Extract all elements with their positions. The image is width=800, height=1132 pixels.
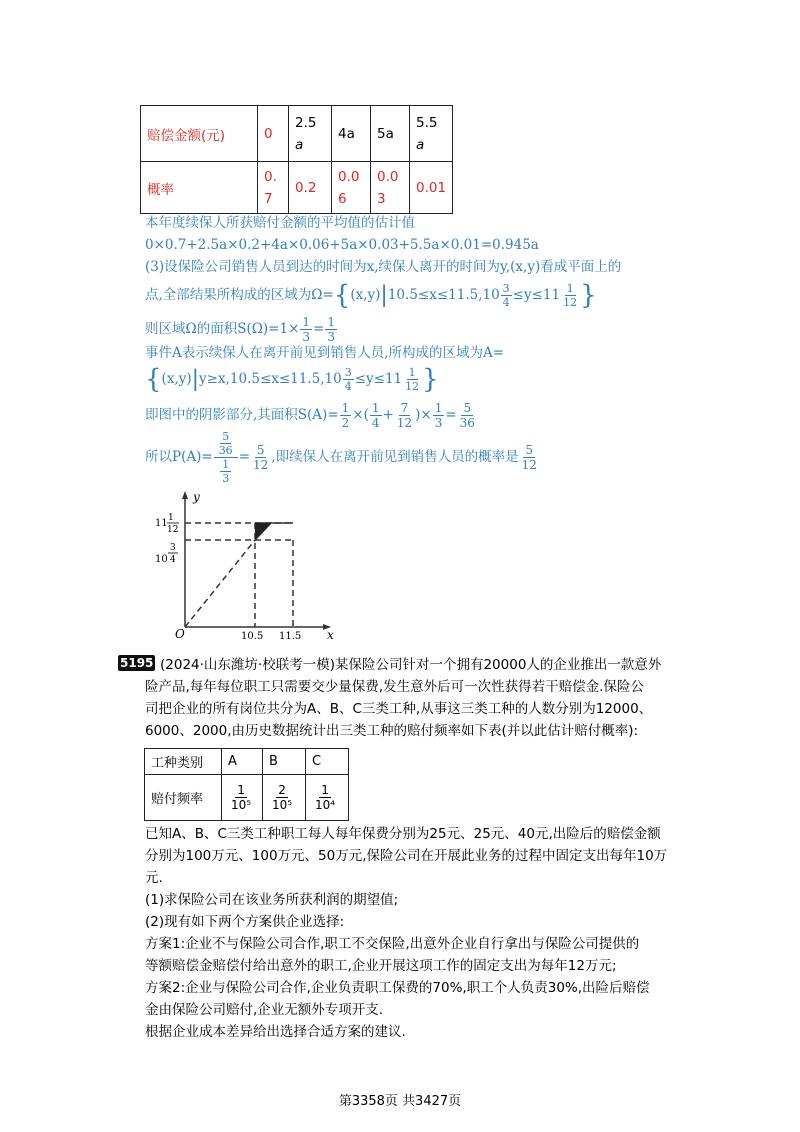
question-2: (2)现有如下两个方案供企业选择:: [145, 914, 345, 930]
table-header-cell: B: [263, 749, 306, 775]
y-tick-num: 1: [168, 513, 174, 523]
y-tick-num: 3: [170, 543, 176, 553]
region-figure: [145, 487, 345, 642]
problem-line-1: (2024·山东潍坊·校联考一模)某保险公司针对一个拥有20000人的企业推出一款意外: [160, 657, 662, 673]
problem-line-2: 险产品,每年每位职工只需要交少量保费,发生意外后可一次性获得若干赔偿金.保险公: [145, 679, 644, 695]
y-tick-den: 4: [170, 555, 176, 565]
y-tick-label: 10: [155, 554, 168, 565]
scheme-1-line-1: 方案1:企业不与保险公司合作,职工不交保险,出意外企业自行拿出与保险公司提供的: [145, 936, 640, 952]
solution-line-5: 则区域Ω的面积S(Ω)=1× $\frac{1}{3}$ = $\frac{1}{3}$: [145, 315, 335, 344]
solution-line-7: {(x,y)|y≥x,10.5≤x≤11.5,10 $\frac{3}{4}$ ≤y≤11 $\frac{1}{12}$ }: [145, 364, 439, 395]
problem-line-5: 已知A、B、C三类工种职工每人每年保费分别为25元、25元、40元,出险后的赔偿金额: [145, 826, 661, 842]
solution-line-6: 事件A表示续保人在离开前见到销售人员,所构成的区域为A=: [145, 345, 505, 361]
table-header-cell: C: [306, 749, 349, 775]
problem-line-7: 元.: [145, 870, 163, 886]
scheme-2-line-1: 方案2:企业与保险公司合作,企业负责职工保费的70%,职工个人负责30%,出险后赔偿: [145, 980, 650, 996]
y-tick-label: 11: [155, 518, 168, 529]
solution-line-4: 点,全部结果所构成的区域为Ω={(x,y)|10.5≤x≤11.5,10 $\frac{3}{4}$ ≤y≤11 $\frac{1}{12}$ }: [145, 280, 597, 311]
x-axis-label: x: [327, 628, 334, 642]
table-cell: 4a: [332, 106, 371, 162]
table-cell: $\frac{1}{\text{10⁴}}$: [306, 775, 349, 821]
table-header-cell: 工种类别: [145, 749, 222, 775]
table-cell: $\frac{1}{\text{10⁵}}$: [222, 775, 263, 821]
y-axis-label: y: [193, 490, 200, 504]
table-cell: 0. 7: [258, 162, 289, 214]
table-cell: 0.0 3: [371, 162, 410, 214]
table-cell: 0: [258, 106, 289, 162]
table-header-cell: A: [222, 749, 263, 775]
table-cell: 0.0 6: [332, 162, 371, 214]
table-cell: 5a: [371, 106, 410, 162]
table-cell: 0.2: [289, 162, 332, 214]
table-cell: 0.01: [410, 162, 453, 214]
x-tick-label: 10.5: [241, 631, 264, 642]
solution-line-2: 0×0.7+2.5a×0.2+4a×0.06+5a×0.03+5.5a×0.01=0.945a: [145, 237, 539, 253]
problem-line-6: 分别为100万元、100万元、50万元,保险公司在开展此业务的过程中固定支出每年10万: [145, 848, 668, 864]
question-1: (1)求保险公司在该业务所获利润的期望值;: [145, 892, 399, 908]
solution-line-1: 本年度续保人所获赔付金额的平均值的估计值: [145, 215, 415, 231]
claim-frequency-table: [144, 748, 349, 821]
solution-line-9: 所以P(A)= $\frac{\frac{5}{36}}{\frac{1}{3}}$ = $\frac{5}{12}$ ,即续保人在离开前见到销售人员的概率是 $\frac{5}{12}$: [145, 430, 537, 485]
payout-probability-table: [140, 105, 453, 214]
table-cell: 赔偿金额(元): [141, 106, 258, 162]
table-cell: 概率: [141, 162, 258, 214]
table-cell: 2.5 a: [289, 106, 332, 162]
page-footer: 第3358页 共3427页: [338, 1094, 462, 1109]
origin-label: O: [175, 627, 185, 641]
table-row-label: 赔付频率: [145, 775, 222, 821]
problem-number-badge: 5195: [120, 656, 154, 670]
diagonal-dashed: [185, 540, 255, 627]
y-tick-den: 12: [167, 525, 179, 535]
scheme-1-line-2: 等额赔偿金赔偿付给出意外的职工,企业开展这项工作的固定支出为每年12万元;: [145, 958, 617, 974]
solution-line-8: 即图中的阴影部分,其面积S(A)= $\frac{1}{2}$ ×( $\frac{1}{4}$ + $\frac{7}{12}$ )× $\frac{1}{3}$ = $\frac{5}{36}$: [145, 401, 475, 430]
table-cell: 5.5 a: [410, 106, 453, 162]
scheme-2-line-2: 金由保险公司赔付,企业无额外专项开支.: [145, 1002, 384, 1018]
table-cell: $\frac{2}{\text{10⁵}}$: [263, 775, 306, 821]
problem-line-4: 6000、2000,由历史数据统计出三类工种的赔付频率如下表(并以此估计赔付概率):: [145, 723, 639, 739]
final-instruction: 根据企业成本差异给出选择合适方案的建议.: [145, 1024, 406, 1040]
x-tick-label: 11.5: [279, 631, 302, 642]
problem-line-3: 司把企业的所有岗位共分为A、B、C三类工种,从事这三类工种的人数分别为12000、: [145, 701, 653, 717]
y-axis-arrow: [182, 491, 188, 499]
solution-line-3: (3)设保险公司销售人员到达的时间为x,续保人离开的时间为y,(x,y)看成平面上的: [145, 259, 622, 275]
